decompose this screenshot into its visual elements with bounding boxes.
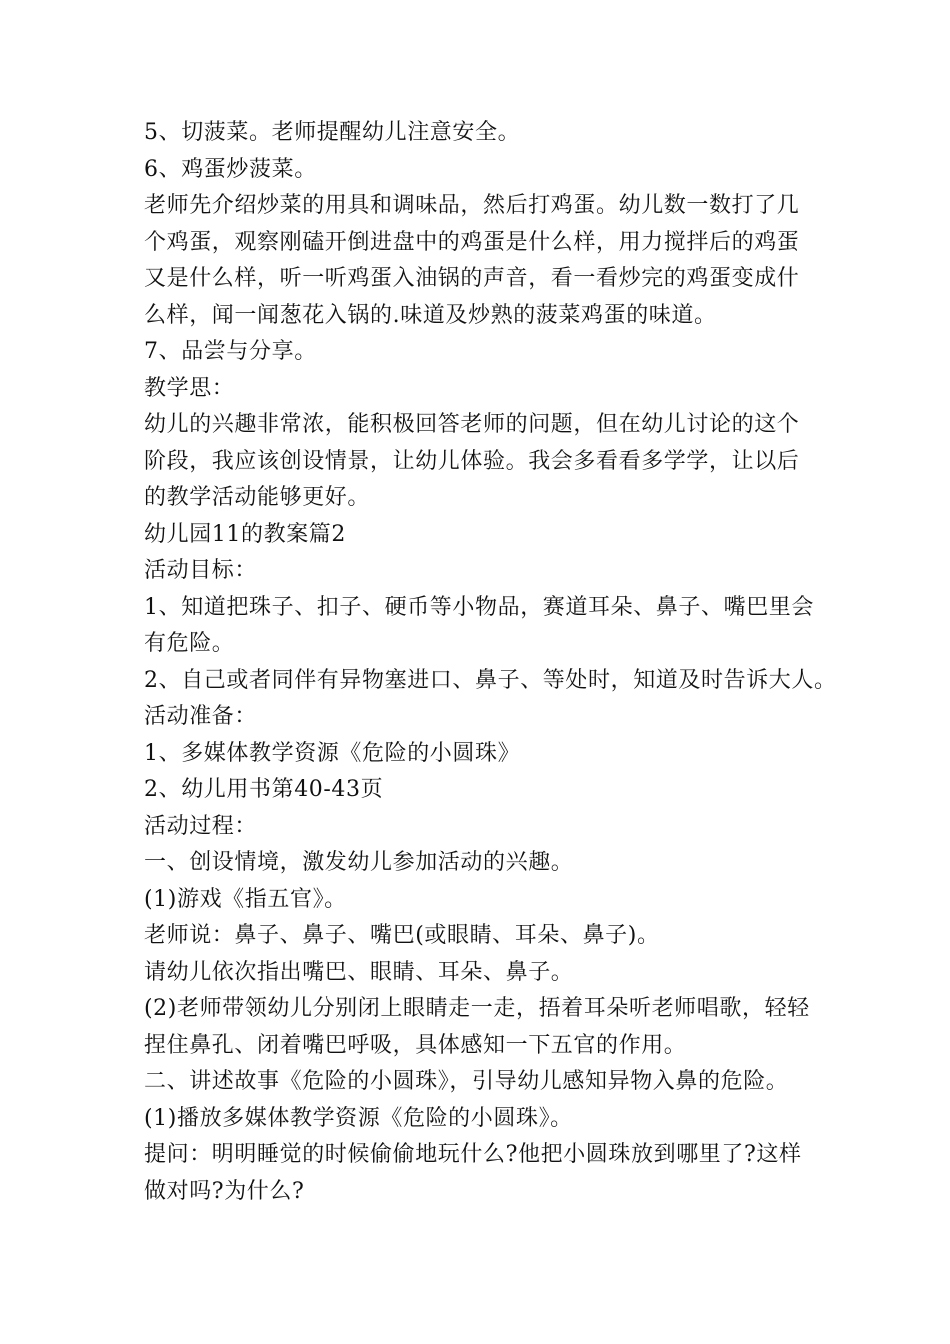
section-heading: 教学思： [144, 375, 235, 401]
text-line: 么样，闻一闻葱花入锅的.味道及炒熟的菠菜鸡蛋的味道。 [144, 302, 717, 328]
article-title: 幼儿园11的教案篇2 [144, 521, 346, 547]
text-line: 二、讲述故事《危险的小圆珠》，引导幼儿感知异物入鼻的危险。 [144, 1069, 789, 1094]
text-line: 做对吗?为什么? [144, 1178, 305, 1204]
text-line: 一、创设情境，激发幼儿参加活动的兴趣。 [144, 850, 574, 875]
section-heading: 活动准备： [144, 704, 258, 729]
text-line: 捏住鼻孔、闭着嘴巴呼吸，具体感知一下五官的作用。 [144, 1032, 687, 1058]
document-body [144, 115, 837, 1210]
text-line: 5、切菠菜。老师提醒幼儿注意安全。 [144, 120, 521, 145]
text-line: 个鸡蛋，观察刚磕开倒进盘中的鸡蛋是什么样，用力搅拌后的鸡蛋 [144, 229, 800, 255]
text-line: (1)游戏《指五官》。 [144, 886, 347, 912]
text-line: 请幼儿依次指出嘴巴、眼睛、耳朵、鼻子。 [144, 959, 574, 985]
text-line: (1)播放多媒体教学资源《危险的小圆珠》。 [144, 1105, 573, 1131]
text-line: 老师说：鼻子、鼻子、嘴巴(或眼睛、耳朵、鼻子)。 [144, 923, 660, 948]
text-line: 1、知道把珠子、扣子、硬币等小物品，赛道耳朵、鼻子、嘴巴里会 [144, 594, 814, 620]
text-line: 老师先介绍炒菜的用具和调味品，然后打鸡蛋。幼儿数一数打了几 [144, 193, 800, 218]
text-line: 1、多媒体教学资源《危险的小圆珠》 [144, 740, 521, 766]
text-line: 幼儿的兴趣非常浓，能积极回答老师的问题，但在幼儿讨论的这个 [144, 412, 800, 437]
text-line: 又是什么样，听一听鸡蛋入油锅的声音，看一看炒完的鸡蛋变成什 [144, 266, 800, 291]
text-line: 的教学活动能够更好。 [144, 485, 371, 510]
text-line: 7、品尝与分享。 [144, 339, 317, 364]
section-heading: 活动过程： [144, 813, 258, 839]
text-line: 2、幼儿用书第40-43页 [144, 777, 384, 802]
text-line: 提问：明明睡觉的时候偷偷地玩什么?他把小圆珠放到哪里了?这样 [144, 1142, 802, 1167]
section-heading: 活动目标： [144, 558, 258, 583]
text-line: 阶段，我应该创设情景，让幼儿体验。我会多看看多学学，让以后 [144, 448, 800, 474]
text-line: 6、鸡蛋炒菠菜。 [144, 156, 317, 182]
text-line: (2)老师带领幼儿分别闭上眼睛走一走，捂着耳朵听老师唱歌，轻轻 [144, 996, 810, 1021]
text-line: 有危险。 [144, 631, 235, 656]
text-line: 2、自己或者同伴有异物塞进口、鼻子、等处时，知道及时告诉大人。 [144, 667, 837, 693]
